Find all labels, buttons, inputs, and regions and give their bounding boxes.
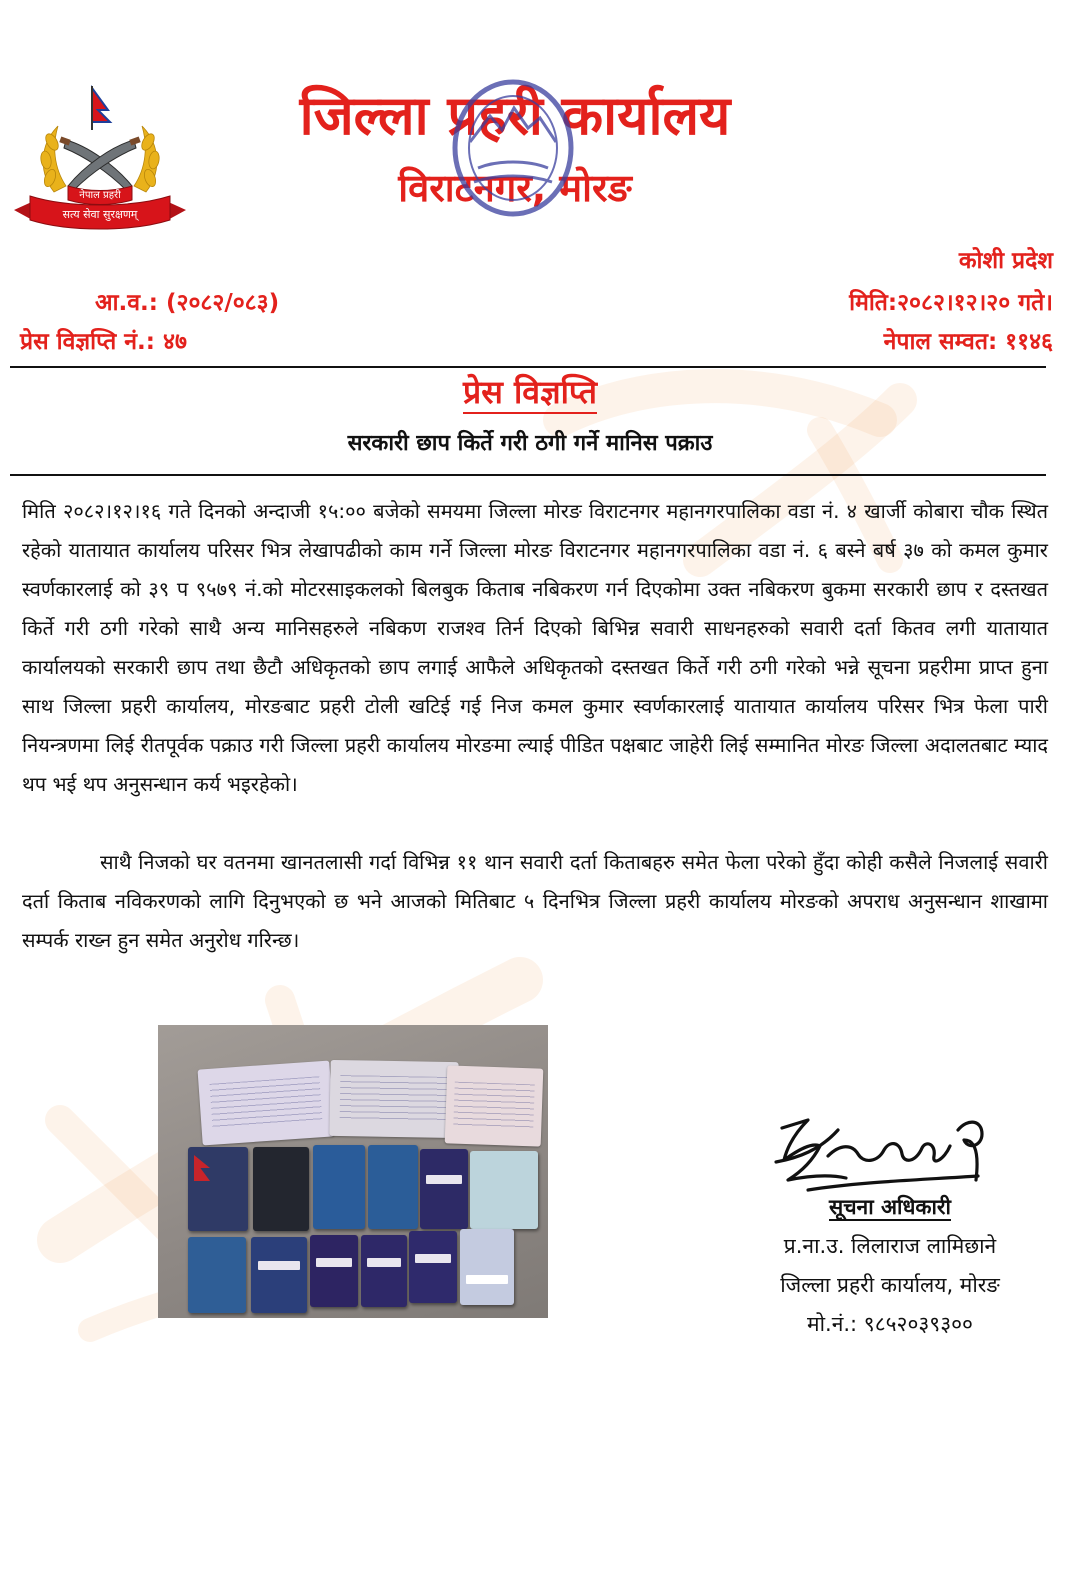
- registration-book: [188, 1237, 246, 1313]
- document-title-text: प्रेस विज्ञप्ति: [463, 373, 597, 414]
- nepal-flag-icon: [92, 86, 110, 130]
- document-subtitle: सरकारी छाप किर्ते गरी ठगी गर्ने मानिस पक्राउ: [347, 431, 713, 456]
- province-label: कोशी प्रदेश: [958, 248, 1053, 274]
- signature-block: [730, 1188, 1050, 1344]
- signatory-designation: [730, 1188, 1050, 1227]
- registration-book: [460, 1229, 514, 1305]
- emblem-top-text: नेपाल प्रहरी: [79, 190, 121, 201]
- registration-book: [368, 1145, 418, 1229]
- registration-book: [361, 1235, 407, 1307]
- signatory-office: जिल्ला प्रहरी कार्यालय, मोरङ: [780, 1273, 1000, 1297]
- document-paper: [198, 1060, 335, 1145]
- crossed-khukuri-icon: [59, 136, 140, 190]
- registration-book: [313, 1145, 365, 1229]
- signatory-name: प्र.ना.उ. लिलाराज लामिछाने: [783, 1234, 997, 1258]
- fiscal-year: आ.व.: (२०८२/०८३): [95, 290, 280, 316]
- office-location-heading: विराटनगर, मोरङ: [398, 166, 632, 210]
- registration-book: [188, 1147, 248, 1231]
- signatory-designation-text: सूचना अधिकारी: [829, 1195, 951, 1219]
- signatory-mobile: मो.नं.: ९८५२०३९३००: [807, 1312, 973, 1336]
- registration-card: [470, 1151, 538, 1229]
- office-name-heading: जिल्ला प्रहरी कार्यालय: [299, 84, 731, 147]
- office-stamp-icon: [448, 70, 578, 220]
- document-body: [22, 492, 1048, 960]
- evidence-photo: [158, 1025, 548, 1318]
- registration-book: [251, 1237, 307, 1313]
- body-paragraph: मिति २०८२।१२।१६ गते दिनको अन्दाजी १५:०० बजेको समयमा जिल्ला मोरङ विराटनगर महानगरपालिका वडा नं. ४ खार्जी कोबारा चौक स्थित रहेको यातायात कार्यालय परिसर भित्र लेखापढीको काम गर्ने जिल्ला मोरङ विराटनगर महानगरपालिका वडा नं. ६ बस्ने बर्ष ३७ को कमल कुमार स्वर्णकारलाई को ३९ प ९५७९ नं.को मोटरसाइकलको बिलबुक किताब नबिकरण गर्न दिएकोमा उक्त नबिकरण बुकमा सरकारी छाप र दस्तखत किर्ते गरी ठगी गरेको साथै अन्य मानिसहरुले नबिकण राजश्व तिर्न दिएको बिभिन्न सवारी साधनहरुको सवारी दर्ता कितव लगी यातायात कार्यालयको सरकारी छाप तथा छैटौ अधिकृतको छाप लगाई आफैले अधिकृतको दस्तखत किर्ते गरी ठगी गरेको भन्ने सूचना प्रहरीमा प्राप्त हुना साथ जिल्ला प्रहरी कार्यालय, मोरङबाट प्रहरी टोली खटिई गई निज कमल कुमार स्वर्णकारलाई यातायात कार्यालय परिसर भित्र फेला पारी नियन्त्रणमा लिई रीतपूर्वक पक्राउ गरी जिल्ला प्रहरी कार्यालय मोरङमा ल्याई पीडित पक्षबाट जाहेरी लिई सम्मानित मोरङ जिल्ला अदालतबाट म्याद थप भई थप अनुसन्धान कर्य भइरहेको।: [22, 499, 1048, 796]
- registration-book: [409, 1231, 457, 1303]
- registration-book: [310, 1235, 358, 1307]
- release-date: मिति:२०८२।१२।२० गते।: [849, 290, 1053, 316]
- title-divider: [10, 474, 1046, 476]
- press-release-number: प्रेस विज्ञप्ति नं.: ४७: [20, 329, 187, 355]
- handwritten-signature: [768, 1100, 1008, 1200]
- registration-book: [420, 1149, 468, 1229]
- emblem-motto: सत्य सेवा सुरक्षणम्: [62, 208, 138, 221]
- document-title: [330, 368, 730, 416]
- registration-book: [253, 1147, 309, 1231]
- motto-ribbon: [14, 186, 186, 229]
- body-paragraph: साथै निजको घर वतनमा खानतलासी गर्दा विभिन्न ११ थान सवारी दर्ता किताबहरु समेत फेला परेको हुँदा कोही कसैले निजलाई सवारी दर्ता किताब नविकरणको लागि दिनुभएको छ भने आजको मितिबाट ५ दिनभित्र जिल्ला प्रहरी कार्यालय मोरङको अपराध अनुसन्धान शाखामा सम्पर्क राख्न हुन समेत अनुरोध गरिन्छ।: [22, 850, 1048, 952]
- document-paper: [329, 1060, 458, 1138]
- document-paper: [445, 1065, 544, 1146]
- nepal-sambat-year: नेपाल सम्वत: ११४६: [883, 329, 1053, 355]
